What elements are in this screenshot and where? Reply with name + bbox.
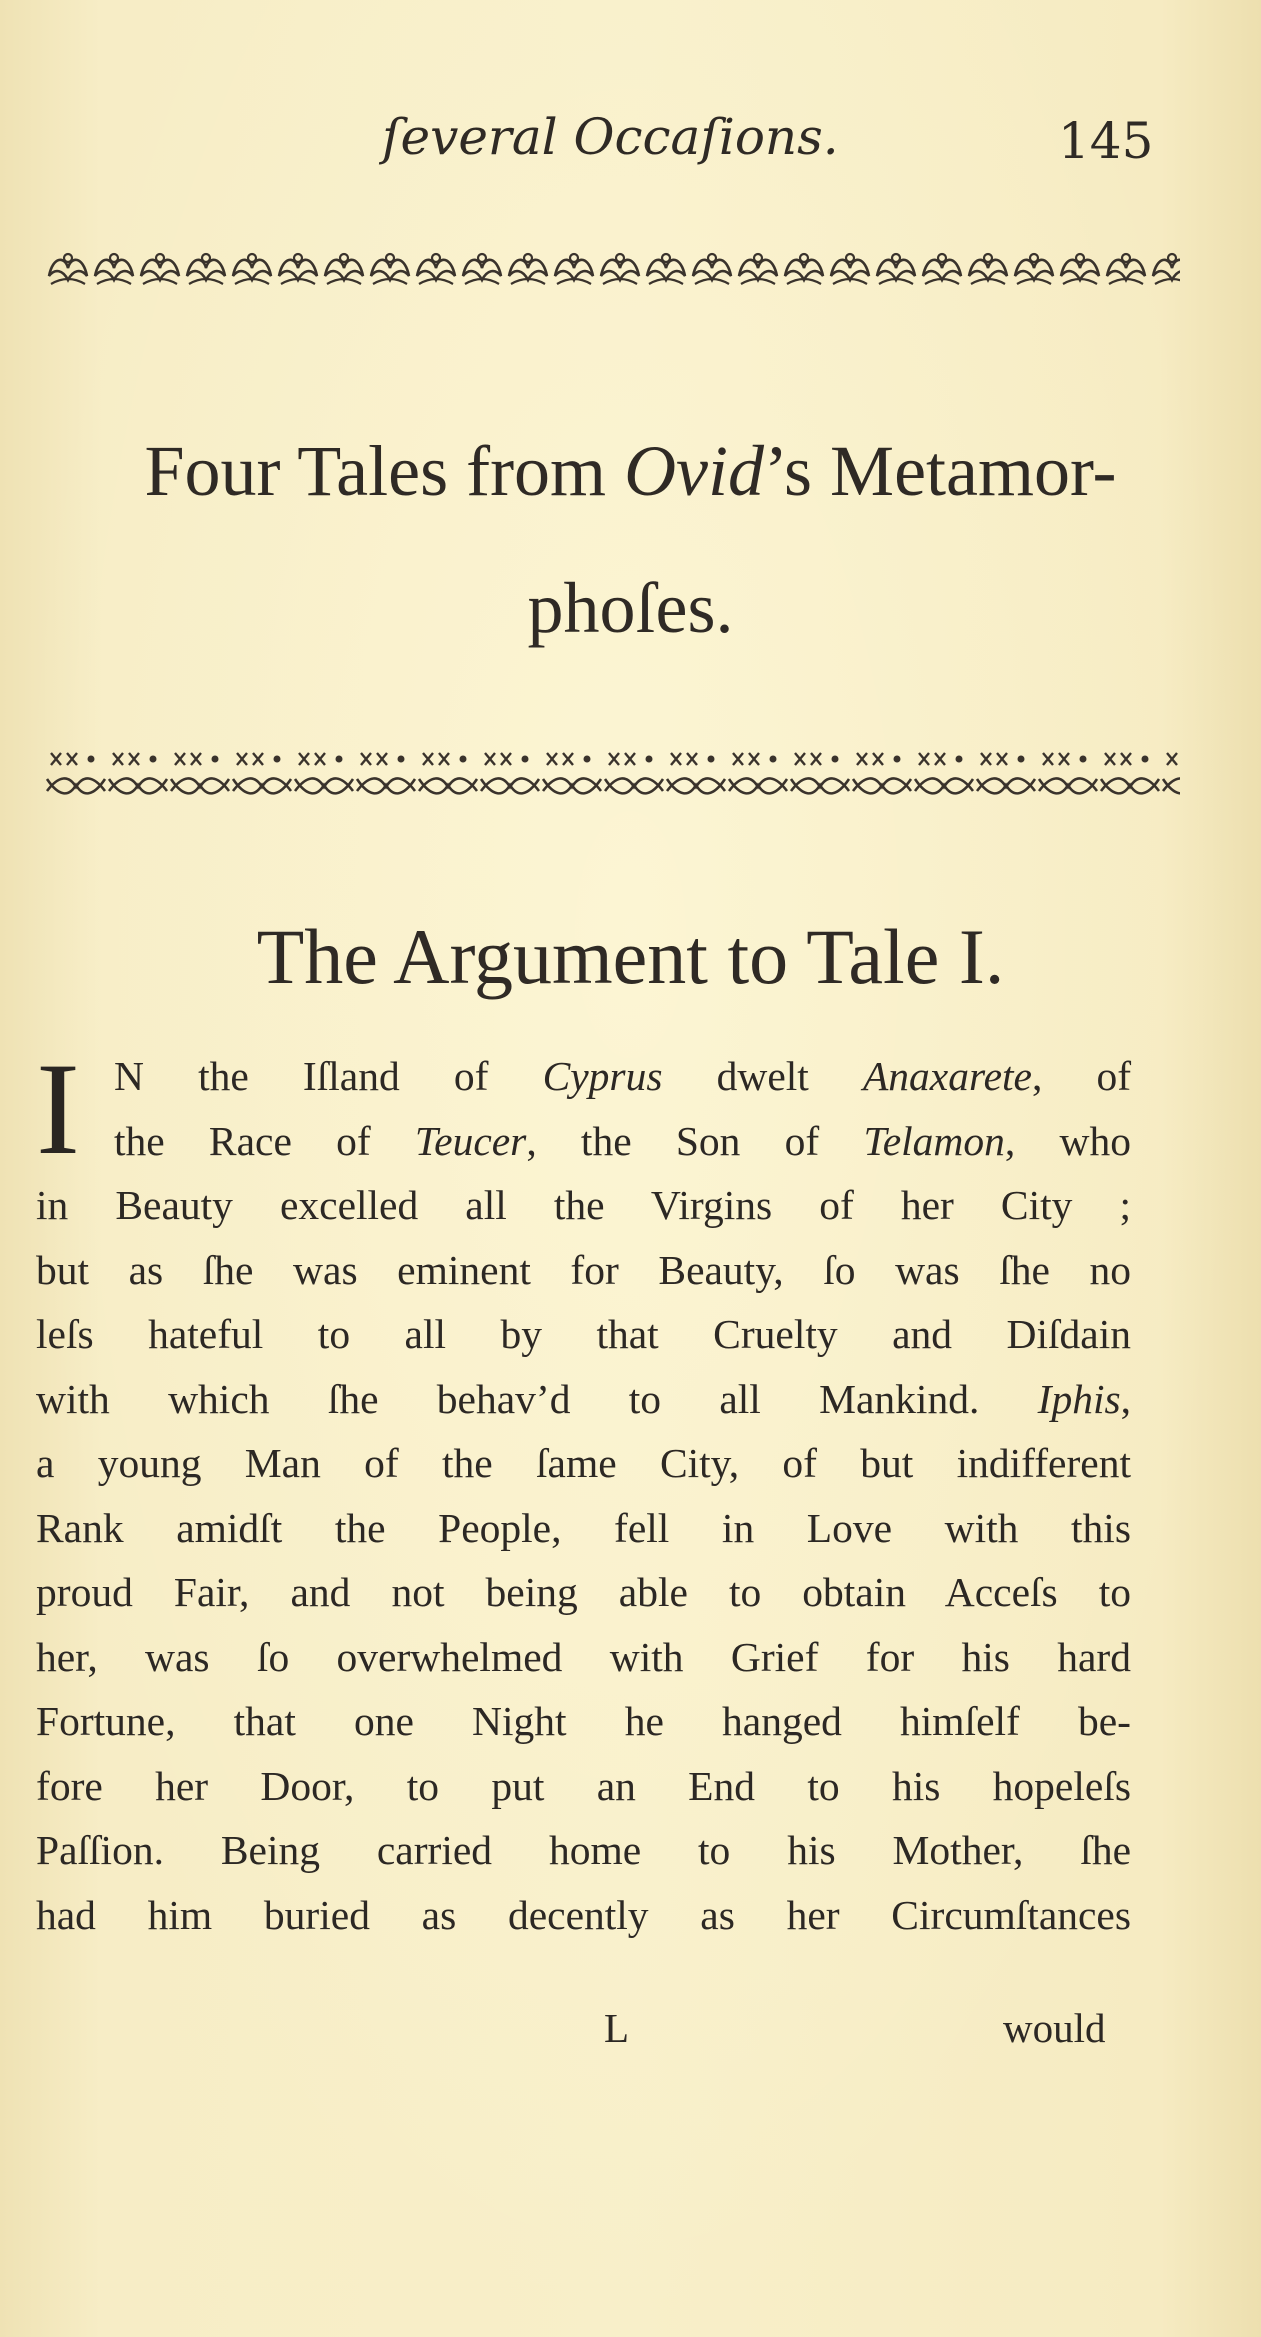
- page-number: 145: [1058, 112, 1154, 170]
- text-line: [36, 1238, 1131, 1303]
- text-line: [36, 1625, 1131, 1690]
- text-run: her, was ſo overwhelmed with Grief for his hard: [36, 1633, 1131, 1680]
- text-run: Rank amidſt the People, fell in Love with this: [36, 1504, 1131, 1551]
- text-run: N the Iſland of: [114, 1053, 543, 1099]
- text-run: ,: [1120, 1375, 1131, 1422]
- text-run: , who: [1004, 1117, 1131, 1164]
- signature-mark: L: [604, 2005, 630, 2051]
- italic-run: Iphis: [1037, 1375, 1121, 1422]
- text-line: [36, 1044, 1131, 1109]
- catchword: would: [1003, 2005, 1106, 2051]
- italic-run: Telamon: [863, 1117, 1005, 1164]
- argument-title: The Argument to Tale I.: [256, 913, 1005, 1000]
- text-line: [36, 1560, 1131, 1625]
- text-run: Fortune, that one Night he hanged himſelf be-: [36, 1698, 1131, 1744]
- section-heading-line1: [0, 430, 1261, 513]
- text-run: Paſſion. Being carried home to his Mother, ſhe: [36, 1827, 1131, 1873]
- running-head: [0, 108, 1261, 188]
- heading-text-pre: Four Tales from: [144, 431, 625, 511]
- text-run: in Beauty excelled all the Virgins of her City ;: [36, 1182, 1131, 1228]
- text-line: [36, 1496, 1131, 1561]
- text-line: [36, 1109, 1131, 1174]
- text-run: had him buried as decently as her Circumſtances: [36, 1891, 1131, 1938]
- heading-text-post: ’s Metamor-: [764, 431, 1117, 511]
- heading-text-italic: Ovid: [624, 431, 765, 511]
- italic-run: Cyprus: [542, 1053, 663, 1099]
- text-line: [36, 1754, 1131, 1819]
- text-run: dwelt: [662, 1053, 863, 1099]
- argument-body: [36, 1035, 1132, 1947]
- text-line: [36, 1173, 1131, 1238]
- body-lines: [36, 1035, 1132, 1947]
- text-run: fore her Door, to put an End to his hopeleſs: [36, 1762, 1131, 1809]
- text-run: leſs hateful to all by that Cruelty and Diſdain: [36, 1311, 1131, 1357]
- text-run: a young Man of the ſame City, of but indifferent: [36, 1440, 1131, 1486]
- italic-run: Teucer: [414, 1117, 527, 1164]
- running-title: ſeveral Occaſions.: [382, 108, 839, 166]
- text-run: with which ſhe behav’d to all Mankind.: [36, 1375, 1038, 1422]
- text-line: [36, 1883, 1131, 1948]
- drop-cap: I: [36, 1035, 80, 1182]
- headpiece-ornament-top: [45, 246, 1180, 290]
- text-line: [36, 1367, 1131, 1432]
- text-line: [36, 1302, 1131, 1367]
- text-run: but as ſhe was eminent for Beauty, ſo was ſhe no: [36, 1246, 1131, 1293]
- text-run: , the Son of: [526, 1117, 864, 1164]
- headpiece-ornament-mid: [45, 745, 1180, 807]
- text-line: [36, 1689, 1131, 1754]
- text-run: , of: [1031, 1053, 1132, 1099]
- text-line: [36, 1431, 1131, 1496]
- italic-run: Anaxarete: [862, 1053, 1032, 1099]
- text-line: [36, 1818, 1131, 1883]
- section-heading-line2: phoſes.: [527, 568, 734, 648]
- page-footer: [0, 2004, 1261, 2064]
- text-run: proud Fair, and not being able to obtain Acceſs to: [36, 1569, 1131, 1615]
- text-run: the Race of: [114, 1117, 415, 1164]
